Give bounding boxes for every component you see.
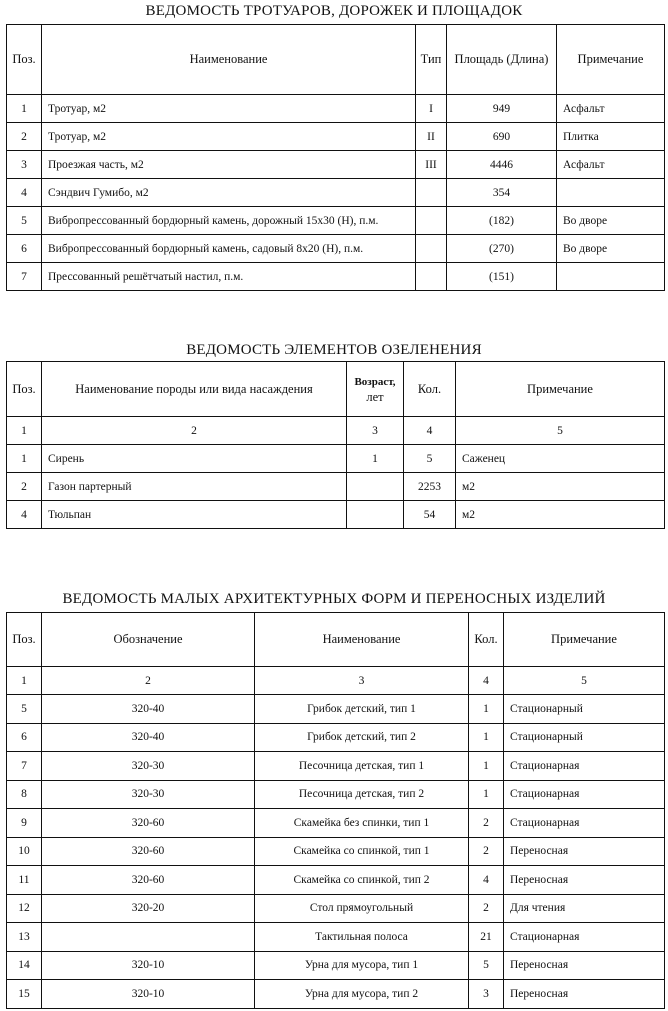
table-row bbox=[7, 809, 665, 838]
table-row bbox=[7, 894, 665, 923]
table-row bbox=[7, 151, 665, 179]
table2-title: ВЕДОМОСТЬ ЭЛЕМЕНТОВ ОЗЕЛЕНЕНИЯ bbox=[186, 342, 482, 358]
cell-name: Прессованный решётчатый настил, п.м. bbox=[42, 263, 416, 291]
cell-pos: 1 bbox=[7, 95, 42, 123]
header-age-line1: Возраст, bbox=[354, 375, 396, 388]
cell-code: 320-30 bbox=[42, 752, 255, 781]
header-note: Примечание bbox=[504, 613, 665, 667]
cell-note: Переносная bbox=[504, 837, 665, 866]
cell-note: Стационарный bbox=[504, 695, 665, 724]
cell-pos: 7 bbox=[7, 263, 42, 291]
cell-note: Во дворе bbox=[557, 207, 665, 235]
table-row bbox=[7, 179, 665, 207]
column-number: 4 bbox=[404, 417, 456, 445]
sidewalks-table bbox=[6, 24, 665, 291]
table-row bbox=[7, 951, 665, 980]
table-row bbox=[7, 980, 665, 1009]
header-pos: Поз. bbox=[7, 613, 42, 667]
cell-name: Грибок детский, тип 1 bbox=[255, 695, 469, 724]
header-pos: Поз. bbox=[7, 25, 42, 95]
column-number-row bbox=[7, 417, 665, 445]
table1-title: ВЕДОМОСТЬ ТРОТУАРОВ, ДОРОЖЕК И ПЛОЩАДОК bbox=[145, 3, 523, 19]
cell-qty: 2253 bbox=[404, 473, 456, 501]
cell-code: 320-20 bbox=[42, 894, 255, 923]
column-number: 1 bbox=[7, 417, 42, 445]
table3-title: ВЕДОМОСТЬ МАЛЫХ АРХИТЕКТУРНЫХ ФОРМ И ПЕРЕНОСНЫХ ИЗДЕЛИЙ bbox=[62, 591, 606, 607]
header-age-line2: лет bbox=[366, 389, 384, 404]
cell-code: 320-60 bbox=[42, 837, 255, 866]
cell-area: 4446 bbox=[447, 151, 557, 179]
column-number: 2 bbox=[42, 667, 255, 695]
cell-name: Тюльпан bbox=[42, 501, 347, 529]
cell-qty: 2 bbox=[469, 894, 504, 923]
cell-type: II bbox=[416, 123, 447, 151]
cell-name: Тротуар, м2 bbox=[42, 95, 416, 123]
table-row bbox=[7, 235, 665, 263]
cell-pos: 4 bbox=[7, 501, 42, 529]
cell-qty: 21 bbox=[469, 923, 504, 952]
cell-qty: 5 bbox=[404, 445, 456, 473]
cell-note: Асфальт bbox=[557, 151, 665, 179]
cell-qty: 3 bbox=[469, 980, 504, 1009]
cell-name: Песочница детская, тип 1 bbox=[255, 752, 469, 781]
cell-type: I bbox=[416, 95, 447, 123]
cell-code bbox=[42, 923, 255, 952]
cell-pos: 15 bbox=[7, 980, 42, 1009]
cell-code: 320-10 bbox=[42, 951, 255, 980]
cell-qty: 5 bbox=[469, 951, 504, 980]
cell-area: (151) bbox=[447, 263, 557, 291]
cell-qty: 1 bbox=[469, 752, 504, 781]
cell-pos: 2 bbox=[7, 473, 42, 501]
cell-note bbox=[557, 179, 665, 207]
cell-qty: 1 bbox=[469, 723, 504, 752]
table-row bbox=[7, 445, 665, 473]
table-row bbox=[7, 837, 665, 866]
cell-note: Переносная bbox=[504, 951, 665, 980]
cell-name: Сирень bbox=[42, 445, 347, 473]
cell-code: 320-60 bbox=[42, 866, 255, 895]
cell-pos: 12 bbox=[7, 894, 42, 923]
column-number: 5 bbox=[456, 417, 665, 445]
cell-code: 320-40 bbox=[42, 723, 255, 752]
cell-pos: 11 bbox=[7, 866, 42, 895]
header-qty: Кол. bbox=[469, 613, 504, 667]
cell-name: Грибок детский, тип 2 bbox=[255, 723, 469, 752]
cell-type bbox=[416, 207, 447, 235]
cell-pos: 5 bbox=[7, 695, 42, 724]
column-number: 5 bbox=[504, 667, 665, 695]
column-number: 1 bbox=[7, 667, 42, 695]
cell-name: Песочница детская, тип 2 bbox=[255, 780, 469, 809]
cell-name: Тактильная полоса bbox=[255, 923, 469, 952]
cell-qty: 2 bbox=[469, 809, 504, 838]
table-row bbox=[7, 473, 665, 501]
cell-age: 1 bbox=[347, 445, 404, 473]
cell-code: 320-30 bbox=[42, 780, 255, 809]
cell-name: Урна для мусора, тип 1 bbox=[255, 951, 469, 980]
column-number: 3 bbox=[255, 667, 469, 695]
cell-note: Стационарная bbox=[504, 923, 665, 952]
cell-area: 354 bbox=[447, 179, 557, 207]
cell-qty: 4 bbox=[469, 866, 504, 895]
cell-note: Стационарная bbox=[504, 780, 665, 809]
cell-note: Стационарный bbox=[504, 723, 665, 752]
cell-age bbox=[347, 501, 404, 529]
table-row bbox=[7, 501, 665, 529]
cell-note: Для чтения bbox=[504, 894, 665, 923]
cell-pos: 2 bbox=[7, 123, 42, 151]
table-row bbox=[7, 923, 665, 952]
cell-code: 320-60 bbox=[42, 809, 255, 838]
cell-note: Стационарная bbox=[504, 809, 665, 838]
cell-name: Тротуар, м2 bbox=[42, 123, 416, 151]
cell-note: Переносная bbox=[504, 866, 665, 895]
cell-pos: 8 bbox=[7, 780, 42, 809]
cell-pos: 6 bbox=[7, 235, 42, 263]
cell-pos: 14 bbox=[7, 951, 42, 980]
table-header-row bbox=[7, 25, 665, 95]
cell-name: Вибропрессованный бордюрный камень, садовый 8х20 (Н), п.м. bbox=[42, 235, 416, 263]
table-header-row bbox=[7, 613, 665, 667]
cell-type bbox=[416, 235, 447, 263]
header-qty: Кол. bbox=[404, 362, 456, 417]
cell-age bbox=[347, 473, 404, 501]
cell-note: м2 bbox=[456, 501, 665, 529]
cell-note: м2 bbox=[456, 473, 665, 501]
column-number: 2 bbox=[42, 417, 347, 445]
cell-pos: 9 bbox=[7, 809, 42, 838]
header-name: Наименование породы или вида насаждения bbox=[42, 362, 347, 417]
cell-name: Скамейка со спинкой, тип 2 bbox=[255, 866, 469, 895]
cell-note: Асфальт bbox=[557, 95, 665, 123]
cell-area: (182) bbox=[447, 207, 557, 235]
table-row bbox=[7, 263, 665, 291]
cell-pos: 10 bbox=[7, 837, 42, 866]
cell-area: 690 bbox=[447, 123, 557, 151]
cell-type bbox=[416, 179, 447, 207]
cell-pos: 4 bbox=[7, 179, 42, 207]
cell-note: Переносная bbox=[504, 980, 665, 1009]
cell-pos: 13 bbox=[7, 923, 42, 952]
cell-note: Стационарная bbox=[504, 752, 665, 781]
table-row bbox=[7, 207, 665, 235]
cell-note: Во дворе bbox=[557, 235, 665, 263]
cell-name: Скамейка без спинки, тип 1 bbox=[255, 809, 469, 838]
cell-qty: 1 bbox=[469, 780, 504, 809]
header-note: Примечание bbox=[557, 25, 665, 95]
cell-code: 320-10 bbox=[42, 980, 255, 1009]
cell-name: Сэндвич Гумибо, м2 bbox=[42, 179, 416, 207]
header-code: Обозначение bbox=[42, 613, 255, 667]
column-number: 3 bbox=[347, 417, 404, 445]
header-pos: Поз. bbox=[7, 362, 42, 417]
table-row bbox=[7, 866, 665, 895]
cell-name: Вибропрессованный бордюрный камень, дорожный 15х30 (Н), п.м. bbox=[42, 207, 416, 235]
cell-name: Газон партерный bbox=[42, 473, 347, 501]
cell-name: Скамейка со спинкой, тип 1 bbox=[255, 837, 469, 866]
header-area: Площадь (Длина) bbox=[447, 25, 557, 95]
column-number-row bbox=[7, 667, 665, 695]
cell-area: (270) bbox=[447, 235, 557, 263]
cell-note: Плитка bbox=[557, 123, 665, 151]
cell-pos: 1 bbox=[7, 445, 42, 473]
table-row bbox=[7, 752, 665, 781]
cell-code: 320-40 bbox=[42, 695, 255, 724]
table-row bbox=[7, 123, 665, 151]
table-row bbox=[7, 780, 665, 809]
header-age bbox=[347, 362, 404, 417]
cell-pos: 3 bbox=[7, 151, 42, 179]
header-type: Тип bbox=[416, 25, 447, 95]
cell-pos: 5 bbox=[7, 207, 42, 235]
small-forms-table bbox=[6, 612, 665, 1009]
cell-note: Саженец bbox=[456, 445, 665, 473]
cell-note bbox=[557, 263, 665, 291]
cell-qty: 2 bbox=[469, 837, 504, 866]
cell-pos: 7 bbox=[7, 752, 42, 781]
header-name: Наименование bbox=[255, 613, 469, 667]
table-row bbox=[7, 695, 665, 724]
cell-pos: 6 bbox=[7, 723, 42, 752]
cell-name: Урна для мусора, тип 2 bbox=[255, 980, 469, 1009]
cell-qty: 54 bbox=[404, 501, 456, 529]
table-row bbox=[7, 95, 665, 123]
header-name: Наименование bbox=[42, 25, 416, 95]
cell-name: Проезжая часть, м2 bbox=[42, 151, 416, 179]
cell-type: III bbox=[416, 151, 447, 179]
header-note: Примечание bbox=[456, 362, 665, 417]
cell-qty: 1 bbox=[469, 695, 504, 724]
table-header-row bbox=[7, 362, 665, 417]
greenery-table bbox=[6, 361, 665, 529]
cell-area: 949 bbox=[447, 95, 557, 123]
column-number: 4 bbox=[469, 667, 504, 695]
cell-type bbox=[416, 263, 447, 291]
table-row bbox=[7, 723, 665, 752]
cell-name: Стол прямоугольный bbox=[255, 894, 469, 923]
